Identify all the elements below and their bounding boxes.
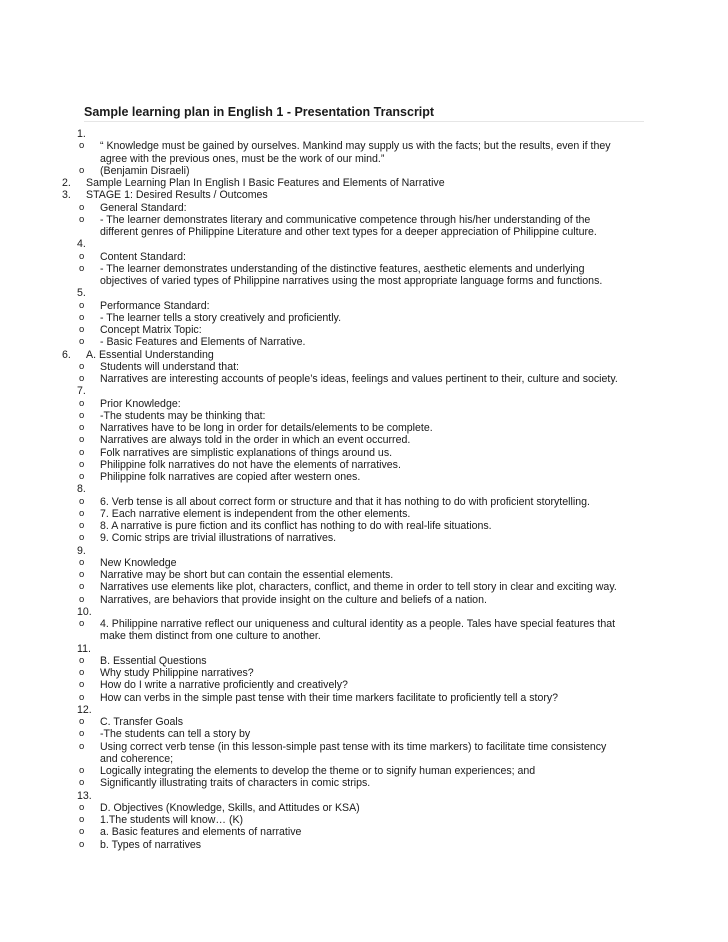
transcript-line-continuation	[0, 153, 728, 165]
line-text: -The students can tell a story by	[100, 728, 251, 741]
transcript-bullet-item	[0, 716, 728, 728]
bullet-marker: o	[79, 164, 85, 176]
list-number: 1.	[77, 128, 86, 140]
bullet-marker: o	[79, 765, 85, 776]
bullet-marker: o	[79, 360, 85, 372]
transcript-bullet-item	[0, 765, 728, 777]
bullet-marker: o	[79, 654, 85, 666]
line-text: Significantly illustrating traits of characters in comic strips.	[100, 777, 371, 790]
transcript-bullet-item	[0, 336, 728, 348]
title-divider	[84, 121, 644, 122]
line-text: 8. A narrative is pure fiction and its conflict has nothing to do with real-life situations.	[100, 520, 492, 532]
bullet-marker: o	[79, 569, 85, 580]
line-text: How can verbs in the simple past tense with their time markers facilitate to proficiently tell a story?	[100, 691, 559, 704]
line-text: D. Objectives (Knowledge, Skills, and Attitudes or KSA)	[100, 801, 360, 814]
transcript-number-item	[0, 606, 728, 618]
list-number: 8.	[77, 483, 86, 496]
transcript-bullet-item	[0, 300, 728, 312]
line-text: Content Standard:	[100, 250, 186, 263]
list-number: 3.	[62, 189, 71, 202]
transcript-bullet-item	[0, 434, 728, 446]
list-number: 9.	[77, 544, 86, 557]
transcript-bullet-item	[0, 814, 728, 826]
bullet-marker: o	[79, 434, 85, 446]
transcript-body	[0, 128, 728, 851]
transcript-line-continuation	[0, 226, 728, 238]
transcript-bullet-item	[0, 422, 728, 434]
line-text: - Basic Features and Elements of Narrative.	[100, 336, 306, 349]
transcript-bullet-item	[0, 251, 728, 263]
line-text: New Knowledge	[100, 556, 177, 569]
line-text: (Benjamin Disraeli)	[100, 164, 190, 177]
transcript-number-item	[0, 128, 728, 140]
line-text: Narratives use elements like plot, characters, conflict, and theme in order to tell story in clear and exciting way.	[100, 581, 617, 594]
line-text: A. Essential Understanding	[86, 348, 214, 361]
bullet-marker: o	[79, 262, 85, 274]
bullet-marker: o	[79, 801, 85, 813]
transcript-bullet-item	[0, 581, 728, 593]
line-text: B. Essential Questions	[100, 654, 207, 667]
bullet-marker: o	[79, 826, 85, 838]
line-text: - The learner tells a story creatively and proficiently.	[100, 311, 342, 324]
line-text: Narratives, are behaviors that provide insight on the culture and beliefs of a nation.	[100, 593, 487, 606]
bullet-marker: o	[79, 520, 85, 531]
transcript-top-item	[0, 177, 728, 189]
line-text: b. Types of narratives	[100, 838, 202, 851]
line-text: Folk narratives are simplistic explanations of things around us.	[100, 446, 393, 459]
transcript-number-item	[0, 385, 728, 397]
bullet-marker: o	[79, 581, 85, 593]
line-text: Sample Learning Plan In English I Basic Features and Elements of Narrative	[86, 177, 445, 189]
bullet-marker: o	[79, 618, 85, 629]
bullet-marker: o	[79, 495, 85, 507]
bullet-marker: o	[79, 740, 85, 752]
transcript-bullet-item	[0, 324, 728, 336]
list-number: 13.	[77, 789, 92, 802]
transcript-bullet-item	[0, 459, 728, 471]
bullet-marker: o	[79, 838, 85, 850]
transcript-bullet-item	[0, 692, 728, 704]
bullet-marker: o	[79, 679, 85, 691]
bullet-marker: o	[79, 507, 85, 519]
line-text: Logically integrating the elements to develop the theme or to signify human experiences; and	[100, 765, 536, 777]
line-text: General Standard:	[100, 201, 187, 214]
line-text: Philippine folk narratives do not have the elements of narratives.	[100, 458, 401, 471]
list-number: 11.	[77, 642, 91, 655]
transcript-bullet-item	[0, 410, 728, 422]
bullet-marker: o	[79, 716, 85, 727]
bullet-marker: o	[79, 299, 85, 311]
bullet-marker: o	[79, 140, 85, 152]
transcript-bullet-item	[0, 398, 728, 410]
transcript-bullet-item	[0, 263, 728, 275]
line-text: Concept Matrix Topic:	[100, 324, 202, 336]
line-text: a. Basic features and elements of narrative	[100, 826, 302, 839]
bullet-marker: o	[79, 446, 85, 458]
transcript-line-continuation	[0, 630, 728, 642]
line-text: make them distinct from one culture to another.	[100, 630, 321, 643]
transcript-number-item	[0, 238, 728, 250]
bullet-marker: o	[79, 324, 85, 335]
line-text: objectives of varied types of Philippine narratives using the most appropriate language forms and functions.	[100, 275, 603, 287]
transcript-number-item	[0, 643, 728, 655]
bullet-marker: o	[79, 556, 85, 568]
list-number: 6.	[62, 348, 71, 361]
line-text: 7. Each narrative element is independent from the other elements.	[100, 507, 411, 520]
bullet-marker: o	[79, 593, 85, 605]
transcript-bullet-item	[0, 165, 728, 177]
line-text: Performance Standard:	[100, 299, 210, 312]
bullet-marker: o	[79, 336, 85, 348]
transcript-bullet-item	[0, 569, 728, 581]
bullet-marker: o	[79, 667, 85, 678]
bullet-marker: o	[79, 422, 85, 433]
transcript-bullet-item	[0, 618, 728, 630]
line-text: Philippine folk narratives are copied after western ones.	[100, 471, 361, 483]
transcript-bullet-item	[0, 802, 728, 814]
list-number: 5.	[77, 287, 86, 300]
transcript-top-item	[0, 189, 728, 201]
bullet-marker: o	[79, 397, 85, 409]
transcript-number-item	[0, 483, 728, 495]
transcript-bullet-item	[0, 594, 728, 606]
transcript-number-item	[0, 790, 728, 802]
bullet-marker: o	[79, 777, 85, 789]
transcript-top-item	[0, 349, 728, 361]
line-text: Prior Knowledge:	[100, 397, 181, 410]
line-text: Using correct verb tense (in this lesson-simple past tense with its time markers) to facilitate time consistency	[100, 740, 607, 753]
transcript-bullet-item	[0, 312, 728, 324]
line-text: 6. Verb tense is all about correct form or structure and that it has nothing to do with proficient storytelling.	[100, 495, 590, 508]
transcript-bullet-item	[0, 777, 728, 789]
transcript-number-item	[0, 545, 728, 557]
line-text: Narratives have to be long in order for details/elements to be complete.	[100, 422, 433, 434]
transcript-bullet-item	[0, 741, 728, 753]
transcript-bullet-item	[0, 447, 728, 459]
line-text: Narratives are always told in the order in which an event occurred.	[100, 434, 411, 447]
transcript-bullet-item	[0, 839, 728, 851]
bullet-marker: o	[79, 532, 85, 544]
transcript-bullet-item	[0, 520, 728, 532]
line-text: 9. Comic strips are trivial illustrations of narratives.	[100, 532, 337, 545]
bullet-marker: o	[79, 458, 85, 470]
transcript-bullet-item	[0, 373, 728, 385]
line-text: Narratives are interesting accounts of people’s ideas, feelings and values pertinent to their, culture and society.	[100, 373, 618, 385]
transcript-bullet-item	[0, 140, 728, 152]
line-text: -The students may be thinking that:	[100, 409, 266, 422]
line-text: STAGE 1: Desired Results / Outcomes	[86, 189, 268, 202]
transcript-bullet-item	[0, 508, 728, 520]
bullet-marker: o	[79, 250, 85, 262]
transcript-bullet-item	[0, 557, 728, 569]
list-number: 10.	[77, 605, 92, 618]
bullet-marker: o	[79, 471, 85, 482]
list-number: 12.	[77, 703, 92, 716]
transcript-bullet-item	[0, 496, 728, 508]
line-text: - The learner demonstrates understanding of the distinctive features, aesthetic elements and underlying	[100, 262, 585, 275]
line-text: and coherence;	[100, 752, 174, 765]
line-text: “ Knowledge must be gained by ourselves. Mankind may supply us with the facts; but the results, even if they	[100, 140, 611, 153]
transcript-bullet-item	[0, 826, 728, 838]
list-number: 2.	[62, 177, 71, 189]
page-title: Sample learning plan in English 1 - Presentation Transcript	[84, 105, 435, 119]
line-text: How do I write a narrative proficiently and creatively?	[100, 679, 348, 692]
list-number: 4.	[77, 238, 86, 251]
line-text: Why study Philippine narratives?	[100, 667, 254, 679]
bullet-marker: o	[79, 213, 85, 225]
line-text: Narrative may be short but can contain the essential elements.	[100, 569, 394, 581]
transcript-bullet-item	[0, 214, 728, 226]
transcript-bullet-item	[0, 728, 728, 740]
transcript-number-item	[0, 704, 728, 716]
transcript-bullet-item	[0, 655, 728, 667]
line-text: different genres of Philippine Literature and other text types for a deeper appreciation of Philippine culture.	[100, 226, 597, 238]
bullet-marker: o	[79, 373, 85, 384]
line-text: Students will understand that:	[100, 360, 239, 373]
line-text: 1.The students will know… (K)	[100, 814, 244, 826]
transcript-bullet-item	[0, 361, 728, 373]
transcript-number-item	[0, 287, 728, 299]
bullet-marker: o	[79, 728, 85, 740]
bullet-marker: o	[79, 814, 85, 825]
line-text: C. Transfer Goals	[100, 716, 184, 728]
transcript-bullet-item	[0, 532, 728, 544]
bullet-marker: o	[79, 311, 85, 323]
transcript-bullet-item	[0, 471, 728, 483]
line-text: 4. Philippine narrative reflect our uniqueness and cultural identity as a people. Tales have special features that	[100, 618, 616, 630]
line-text: - The learner demonstrates literary and communicative competence through his/her understanding of the	[100, 213, 591, 226]
bullet-marker: o	[79, 691, 85, 703]
transcript-bullet-item	[0, 667, 728, 679]
transcript-bullet-item	[0, 202, 728, 214]
transcript-line-continuation	[0, 753, 728, 765]
bullet-marker: o	[79, 201, 85, 213]
transcript-line-continuation	[0, 275, 728, 287]
transcript-bullet-item	[0, 679, 728, 691]
bullet-marker: o	[79, 409, 85, 421]
line-text: agree with the previous ones, must be the work of our mind.”	[100, 152, 385, 165]
list-number: 7.	[77, 385, 86, 398]
